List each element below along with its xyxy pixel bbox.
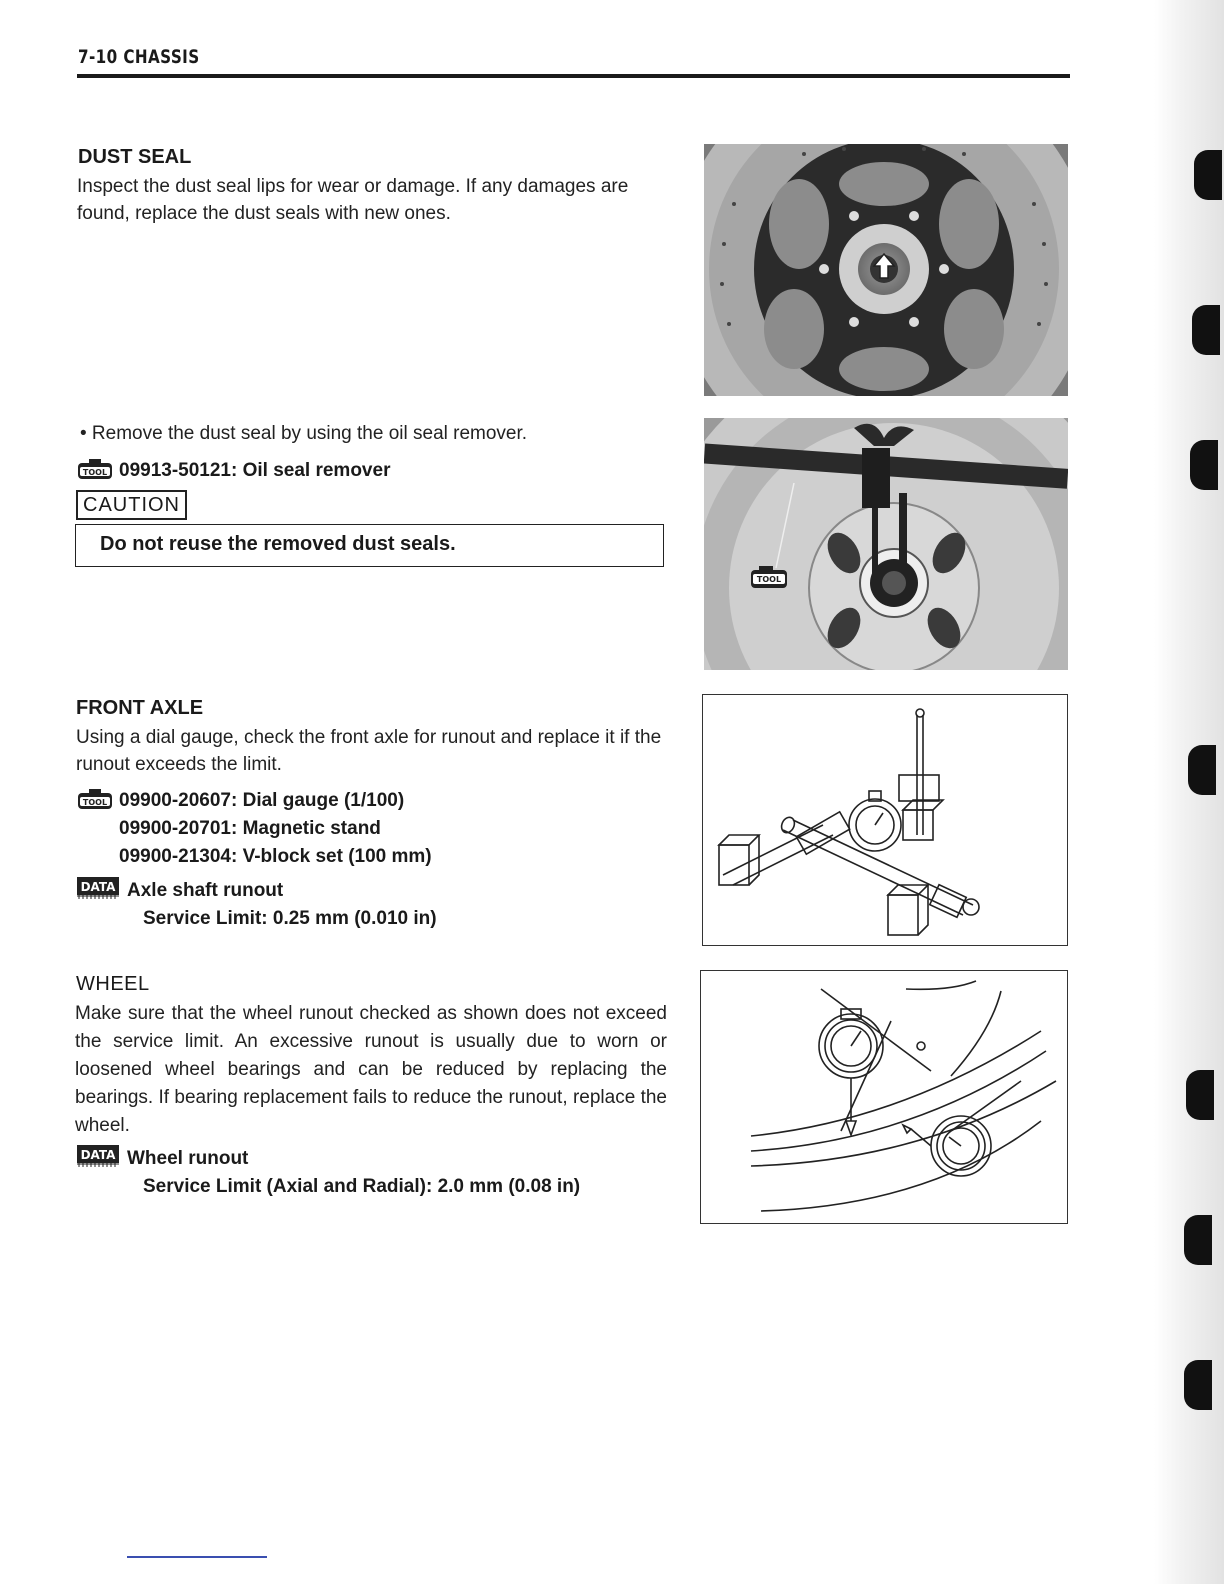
dust-seal-body: Inspect the dust seal lips for wear or damage. If any damages are found, replace the dust seals with new ones. <box>77 176 629 224</box>
wheel-runout-limit: Service Limit (Axial and Radial): 2.0 mm (0.08 in) <box>143 1176 581 1197</box>
data-icon <box>77 877 119 899</box>
wheel-heading: WHEEL <box>76 973 150 995</box>
wheel-runout-data-line <box>77 1145 248 1173</box>
oil-seal-remover-photo <box>704 418 1068 670</box>
front-axle-body: Using a dial gauge, check the front axle for runout and replace it if the runout exceeds the limit. <box>76 727 662 775</box>
oil-seal-remover-tool-line <box>77 456 390 485</box>
footer-line <box>127 1556 267 1558</box>
caution-text: Do not reuse the removed dust seals. <box>100 533 456 555</box>
oil-seal-remover-tool: 09913-50121: Oil seal remover <box>119 460 391 481</box>
svg-text:DATA: DATA <box>80 880 116 894</box>
svg-text:TOOL: TOOL <box>756 575 782 584</box>
wheel-runout-diagram <box>700 970 1068 1224</box>
page-header: 7-10 CHASSIS <box>78 46 200 68</box>
svg-text:DATA: DATA <box>80 1148 116 1162</box>
brake-disc-photo <box>704 144 1068 396</box>
axle-runout-data-line <box>77 877 283 905</box>
index-tabs-edge <box>1154 0 1224 1584</box>
svg-text:TOOL: TOOL <box>82 798 108 807</box>
front-axle-heading: FRONT AXLE <box>76 697 204 719</box>
svg-text:TOOL: TOOL <box>82 468 108 477</box>
index-tab <box>1184 1215 1212 1265</box>
tool-icon <box>77 786 113 810</box>
index-tab <box>1188 745 1216 795</box>
data-icon <box>77 1145 119 1167</box>
dial-gauge-tool: 09900-20607: Dial gauge (1/100) <box>119 790 405 811</box>
tool-icon <box>77 456 113 480</box>
wheel-runout-title: Wheel runout <box>127 1148 249 1169</box>
axle-runout-diagram <box>702 694 1068 946</box>
dust-seal-heading: DUST SEAL <box>78 146 192 168</box>
wheel-body: Make sure that the wheel runout checked as shown does not exceed the service limit. An excessive runout is usually due to worn or loosened wheel bearings and can be reduced by replacing the bearings. If bearing replacement fails to reduce the runout, replace the wheel. <box>75 1003 667 1136</box>
magnetic-stand-tool: 09900-20701: Magnetic stand <box>119 818 381 839</box>
header-rule <box>77 74 1070 78</box>
index-tab <box>1186 1070 1214 1120</box>
v-block-set-tool: 09900-21304: V-block set (100 mm) <box>119 846 432 867</box>
caution-label: CAUTION <box>76 490 187 520</box>
dust-seal-bullet: • Remove the dust seal by using the oil seal remover. <box>80 423 528 444</box>
index-tab <box>1190 440 1218 490</box>
index-tab <box>1194 150 1222 200</box>
dial-gauge-tool-line <box>77 786 432 815</box>
front-axle-tools <box>77 786 432 871</box>
index-tab <box>1184 1360 1212 1410</box>
axle-runout-limit: Service Limit: 0.25 mm (0.010 in) <box>143 908 437 929</box>
axle-runout-title: Axle shaft runout <box>127 880 284 901</box>
index-tab <box>1192 305 1220 355</box>
